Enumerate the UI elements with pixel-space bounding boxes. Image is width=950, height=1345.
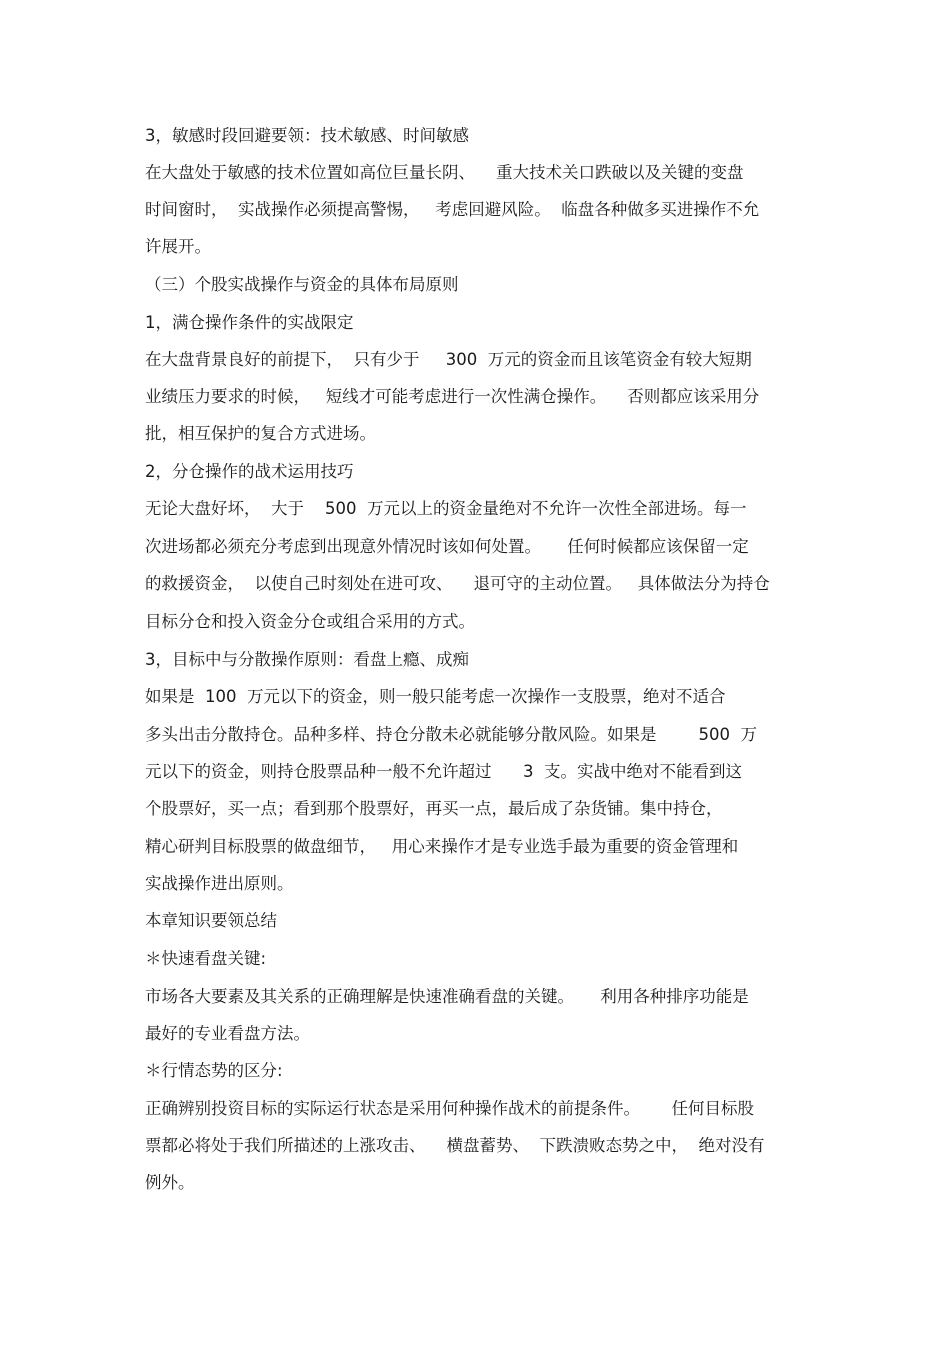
text-line-3: 时间窗时， 实战操作必须提高警惕， 考虑回避风险。 临盘各种做多买进操作不允 — [145, 200, 760, 219]
chapter-summary-heading: 本章知识要领总结 — [145, 911, 277, 930]
text-line-12: 次进场都必须充分考虑到出现意外情况时该如何处置。 任何时候都应该保留一定 — [145, 537, 749, 556]
text-line-24: 市场各大要素及其关系的正确理解是快速准确看盘的关键。 利用各种排序功能是 — [145, 987, 749, 1006]
section-heading: （三）个股实战操作与资金的具体布局原则 — [145, 275, 459, 294]
text-line-10: 2，分仓操作的战术运用技巧 — [145, 462, 354, 481]
text-line-15: 3，目标中与分散操作原则：看盘上瘾、成痴 — [145, 650, 469, 669]
text-line-17: 多头出击分散持仓。品种多样、持仓分散未必就能够分散风险。如果是 500 万 — [145, 725, 757, 744]
text-line-18: 元以下的资金，则持仓股票品种一般不允许超过 3 支。实战中绝对不能看到这 — [145, 762, 742, 781]
text-line-14: 目标分仓和投入资金分仓或组合采用的方式。 — [145, 612, 475, 631]
text-line-9: 批，相互保护的复合方式进场。 — [145, 424, 376, 443]
text-line-13: 的救援资金， 以使自己时刻处在进可攻、 退可守的主动位置。 具体做法分为持仓 — [145, 574, 770, 593]
text-line-11: 无论大盘好坏， 大于 500 万元以上的资金量绝对不允许一次性全部进场。每一 — [145, 499, 747, 518]
text-line-19: 个股票好，买一点；看到那个股票好，再买一点，最后成了杂货铺。集中持仓， — [145, 799, 723, 818]
text-line-20: 精心研判目标股票的做盘细节， 用心来操作才是专业选手最为重要的资金管理和 — [145, 837, 739, 856]
text-line-1: 3，敏感时段回避要领：技术敏感、时间敏感 — [145, 126, 469, 145]
text-line-8: 业绩压力要求的时候， 短线才可能考虑进行一次性满仓操作。 否则都应该采用分 — [145, 387, 760, 406]
text-line-26: ＊行情态势的区分: — [145, 1061, 283, 1080]
text-line-27: 正确辨别投资目标的实际运行状态是采用何种操作战术的前提条件。 任何目标股 — [145, 1099, 754, 1118]
text-line-25: 最好的专业看盘方法。 — [145, 1024, 310, 1043]
text-line-28: 票都必将处于我们所描述的上涨攻击、 横盘蓄势、 下跌溃败态势之中， 绝对没有 — [145, 1136, 765, 1155]
text-line-21: 实战操作进出原则。 — [145, 874, 294, 893]
text-line-16: 如果是 100 万元以下的资金，则一般只能考虑一次操作一支股票，绝对不适合 — [145, 687, 726, 706]
text-line-2: 在大盘处于敏感的技术位置如高位巨量长阴、 重大技术关口跌破以及关键的变盘 — [145, 163, 744, 182]
text-line-7: 在大盘背景良好的前提下， 只有少于 300 万元的资金而且该笔资金有较大短期 — [145, 350, 752, 369]
text-line-29: 例外。 — [145, 1173, 195, 1192]
text-line-6: 1，满仓操作条件的实战限定 — [145, 313, 354, 332]
text-line-4: 许展开。 — [145, 237, 211, 256]
text-line-23: ＊快速看盘关键: — [145, 949, 267, 968]
